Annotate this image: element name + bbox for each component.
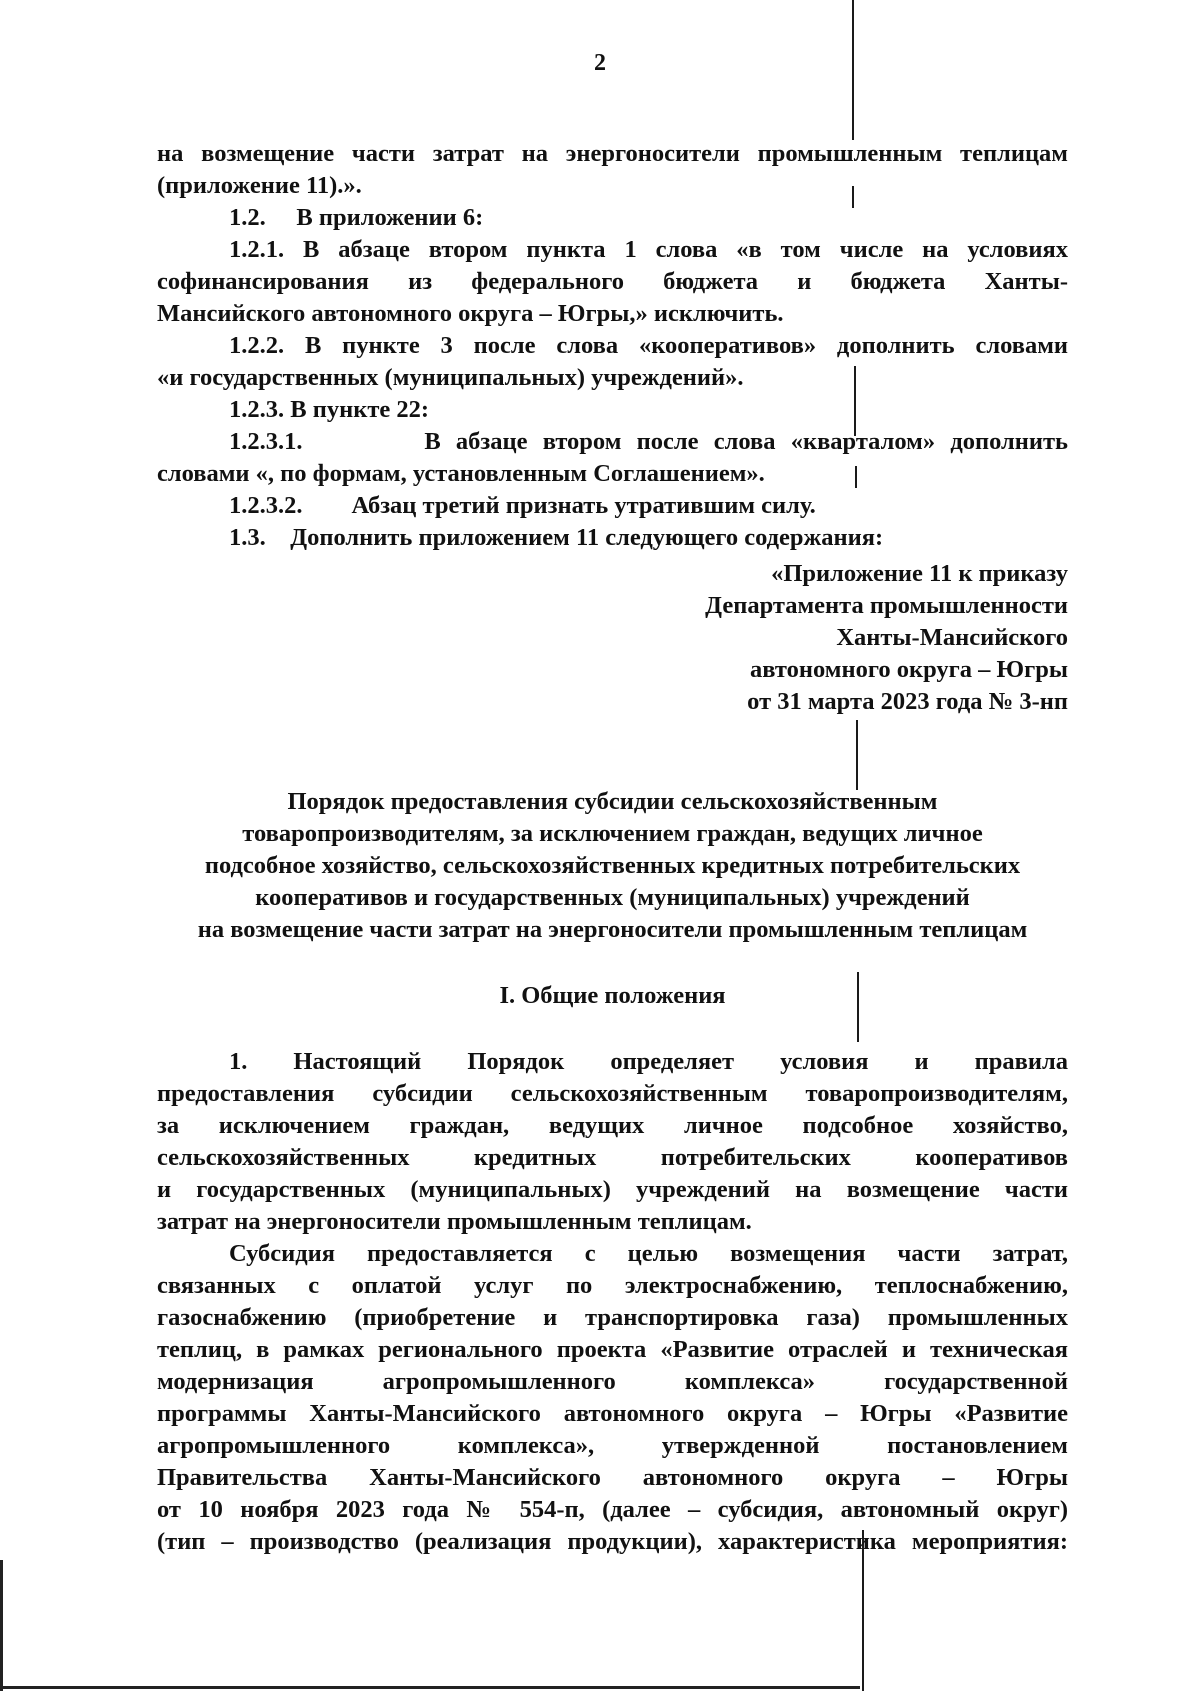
text-line: сельскохозяйственных кредитных потребительских кооперативов: [157, 1144, 1068, 1171]
body-text: [157, 1046, 1068, 1558]
text-line: теплиц, в рамках регионального проекта «Развитие отраслей и техническая: [157, 1336, 1068, 1363]
text-line: (приложение 11).».: [157, 172, 362, 199]
clause-1-3: 1.3. Дополнить приложением 11 следующего содержания:: [229, 524, 884, 551]
paragraph-2: [157, 1238, 1068, 1558]
paragraph-1: [157, 1046, 1068, 1238]
clause-1-2-3-2: 1.2.3.2. Абзац третий признать утратившим силу.: [229, 492, 816, 519]
appendix-header-line: Ханты-Мансийского: [836, 624, 1068, 651]
text-line: затрат на энергоносители промышленным теплицам.: [157, 1208, 752, 1235]
text-line: программы Ханты-Мансийского автономного округа – Югры «Развитие: [157, 1400, 1068, 1427]
clause-1-2-1-line: 1.2.1. В абзаце втором пункта 1 слова «в том числе на условиях: [229, 236, 1068, 263]
scan-edge-shadow: [0, 1686, 860, 1689]
text-line: 1. Настоящий Порядок определяет условия и правила: [229, 1048, 1068, 1075]
document-title: [157, 786, 1068, 946]
text-line: за исключением граждан, ведущих личное подсобное хозяйство,: [157, 1112, 1068, 1139]
text-line: газоснабжению (приобретение и транспортировка газа) промышленных: [157, 1304, 1068, 1331]
scan-artifact-line: [856, 720, 858, 790]
appendix-header-line: Департамента промышленности: [705, 592, 1068, 619]
text-line: на возмещение части затрат на энергоносители промышленным теплицам: [157, 140, 1068, 167]
title-line: товаропроизводителям, за исключением граждан, ведущих личное: [242, 820, 983, 847]
clause-1-2-1-line: софинансирования из федерального бюджета и бюджета Ханты-: [157, 268, 1068, 295]
title-line: на возмещение части затрат на энергоносители промышленным теплицам: [197, 916, 1028, 943]
appendix-header-line: от 31 марта 2023 года № 3-нп: [747, 688, 1068, 715]
clause-1-2-2-line: «и государственных (муниципальных) учреждений».: [157, 364, 744, 391]
clause-1-2-3: 1.2.3. В пункте 22:: [229, 396, 430, 423]
text-line: Субсидия предоставляется с целью возмещения части затрат,: [229, 1240, 1068, 1267]
text-line: агропромышленного комплекса», утвержденной постановлением: [157, 1432, 1068, 1459]
title-line: Порядок предоставления субсидии сельскохозяйственным: [287, 788, 938, 815]
appendix-header-line: автономного округа – Югры: [750, 656, 1068, 683]
text-line: и государственных (муниципальных) учреждений на возмещение части: [157, 1176, 1068, 1203]
clause-1-2-1-line: Мансийского автономного округа – Югры,» исключить.: [157, 300, 784, 327]
title-line: кооперативов и государственных (муниципальных) учреждений: [255, 884, 970, 911]
appendix-header: [705, 558, 1068, 718]
scan-edge-shadow: [0, 1560, 3, 1691]
section-heading: I. Общие положения: [499, 982, 726, 1009]
clause-1-2-2-line: 1.2.2. В пункте 3 после слова «кооперативов» дополнить словами: [229, 332, 1068, 359]
text-line: связанных с оплатой услуг по электроснабжению, теплоснабжению,: [157, 1272, 1068, 1299]
clause-1-2: 1.2. В приложении 6:: [229, 204, 484, 231]
text-line: предоставления субсидии сельскохозяйственным товаропроизводителям,: [157, 1080, 1068, 1107]
text-line: модернизация агропромышленного комплекса» государственной: [157, 1368, 1068, 1395]
text-line: (тип – производство (реализация продукции), характеристика мероприятия:: [157, 1528, 1068, 1555]
text-line: Правительства Ханты-Мансийского автономного округа – Югры: [157, 1464, 1068, 1491]
clause-1-2-3-1-line: 1.2.3.1. В абзаце втором после слова «кварталом» дополнить: [229, 428, 1068, 455]
title-line: подсобное хозяйство, сельскохозяйственных кредитных потребительских: [204, 852, 1021, 879]
text-line: от 10 ноября 2023 года № 554-п, (далее – субсидия, автономный округ): [157, 1496, 1068, 1523]
appendix-header-line: «Приложение 11 к приказу: [771, 560, 1068, 587]
page-number: 2: [594, 50, 606, 76]
intro-amendments: [157, 138, 1068, 554]
clause-1-2-3-1-line: словами «, по формам, установленным Соглашением».: [157, 460, 765, 487]
